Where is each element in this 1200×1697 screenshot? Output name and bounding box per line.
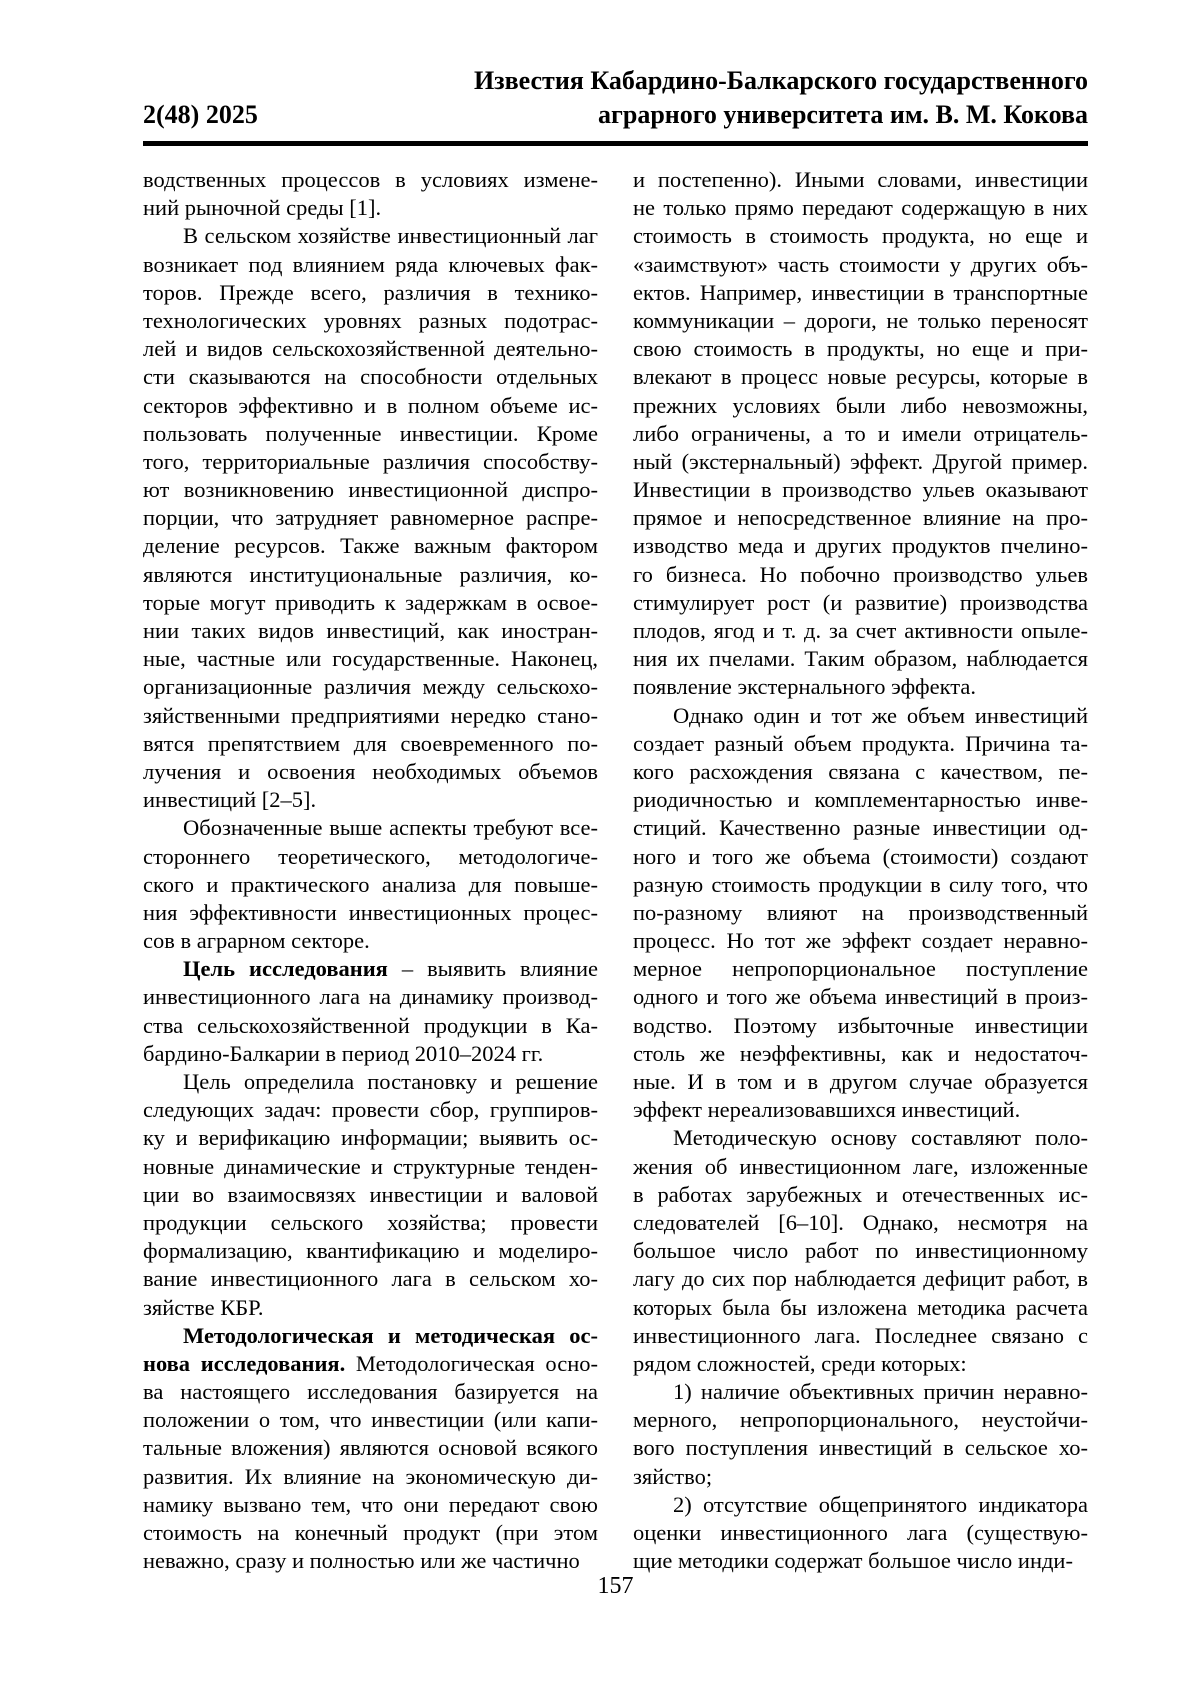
- text-line: изводство меда и других продуктов пчелино-: [633, 533, 1088, 559]
- text-line: «заимствуют» часть стоимости у других объ-: [633, 251, 1088, 277]
- text-line: ные, частные или государственные. Наконец,: [143, 646, 598, 672]
- text-line: стороннего теоретического, методологиче-: [143, 843, 598, 869]
- text-line: торые могут приводить к задержкам в освое-: [143, 589, 598, 615]
- text-line: вого поступления инвестиций в сельское хо-: [633, 1435, 1088, 1461]
- text-line: являются институциональные различия, ко-: [143, 561, 598, 587]
- text-line: новные динамические и структурные тенден-: [143, 1153, 598, 1179]
- text-line: В сельском хозяйстве инвестиционный лаг: [183, 223, 598, 249]
- text-line: рядом сложностей, среди которых:: [633, 1350, 967, 1376]
- text-line: вание инвестиционного лага в сельском хо-: [143, 1266, 598, 1292]
- paragraph: [143, 814, 598, 955]
- text-line: того, территориальные различия способству-: [143, 448, 598, 474]
- text-line: щие методики содержат большое число инди-: [633, 1548, 1073, 1574]
- paragraph: [143, 222, 598, 814]
- journal-title: [143, 64, 1088, 132]
- paragraph: [633, 1378, 1088, 1491]
- text-line: ства сельскохозяйственной продукции в Ка-: [143, 1012, 598, 1038]
- text-line: ния их пчелами. Таким образом, наблюдается: [633, 646, 1088, 672]
- text-line: ского и практического анализа для повыше-: [143, 871, 598, 897]
- text-line: стиций. Качественно разные инвестиции од-: [633, 815, 1088, 841]
- text-line: порции, что затрудняет равномерное распре-: [143, 505, 598, 531]
- text-line: зяйство;: [633, 1463, 713, 1489]
- text-line: создает разный объем продукта. Причина та-: [633, 730, 1088, 756]
- text-line: эффект нереализовавшихся инвестиций.: [633, 1097, 1021, 1123]
- text-line: Однако один и тот же объем инвестиций: [673, 702, 1088, 728]
- text-line: технологических уровнях разных подотрас-: [143, 307, 598, 333]
- text-line: ции во взаимосвязях инвестиции и валовой: [143, 1181, 598, 1207]
- text-line: либо ограничены, а то и имели отрицатель-: [633, 420, 1088, 446]
- text-line: коммуникации – дороги, не только переносят: [633, 307, 1088, 333]
- text-line: секторов эффективно и в полном объеме ис-: [143, 392, 598, 418]
- text-line: зяйстве КБР.: [143, 1294, 264, 1320]
- paragraph: [633, 1124, 1088, 1378]
- journal-title-line1: Известия Кабардино-Балкарского государственного: [473, 66, 1088, 95]
- text-line: одного и того же объема инвестиций в произ-: [633, 984, 1088, 1010]
- text-line: кого расхождения связана с качеством, пе-: [633, 758, 1088, 784]
- right-column: [633, 166, 1088, 1575]
- text-line: мерное непропорциональное поступление: [633, 956, 1088, 982]
- text-line: торов. Прежде всего, различия в технико-: [143, 279, 598, 305]
- text-line: ва настоящего исследования базируется на: [143, 1379, 598, 1405]
- text-line: ния эффективности инвестиционных процес-: [143, 899, 598, 925]
- page-number: 157: [597, 1573, 634, 1599]
- text-line: инвестиционного лага на динамику производ-: [143, 984, 598, 1010]
- text-line: 1) наличие объективных причин неравно-: [673, 1379, 1088, 1405]
- text-line: ные. И в том и в другом случае образуется: [633, 1069, 1088, 1094]
- text-line: вятся препятствием для своевременного по-: [143, 730, 598, 756]
- text-line: ют возникновению инвестиционной диспро-: [143, 477, 598, 503]
- text-line: столь же неэффективны, как и недостаточ-: [633, 1040, 1088, 1066]
- text-line: деление ресурсов. Также важным фактором: [143, 533, 598, 559]
- text-line: ектов. Например, инвестиции в транспортные: [633, 279, 1088, 305]
- text-line: разную стоимость продукции в силу того, что: [633, 871, 1088, 897]
- page-content: [143, 0, 1088, 1599]
- text-line: развития. Их влияние на экономическую ди-: [143, 1463, 598, 1489]
- text-line: Инвестиции в производство ульев оказывают: [633, 477, 1088, 503]
- text-line: ный (экстернальный) эффект. Другой пример.: [633, 448, 1088, 474]
- text-line: следующих задач: провести сбор, группиров-: [143, 1097, 598, 1123]
- text-line: ний рыночной среды [1].: [143, 195, 382, 221]
- text-line: Методическую основу составляют поло-: [673, 1125, 1088, 1151]
- text-line: положении о том, что инвестиции (или капи-: [143, 1407, 598, 1433]
- text-line: мерного, непропорционального, неустойчи-: [633, 1407, 1088, 1433]
- text-line: лей и видов сельскохозяйственной деятельно-: [143, 336, 598, 362]
- issue-number: 2(48) 2025: [143, 100, 258, 129]
- text-line: сов в аграрном секторе.: [143, 928, 370, 954]
- text-line: го бизнеса. Но побочно производство ульев: [633, 561, 1088, 587]
- text-line: оценки инвестиционного лага (существую-: [633, 1520, 1088, 1545]
- text-line: 2) отсутствие общепринятого индикатора: [673, 1491, 1088, 1517]
- text-line: инвестиционного лага. Последнее связано с: [633, 1322, 1088, 1348]
- text-line: зяйственными предприятиями нередко стано-: [143, 702, 598, 728]
- text-line: нова исследования. Методологическая осно-: [143, 1350, 598, 1376]
- text-line: плодов, ягод и т. д. за счет активности опыле-: [633, 618, 1088, 643]
- text-line: Цель исследования – выявить влияние: [183, 956, 598, 982]
- text-line: по-разному влияют на производственный: [633, 899, 1088, 925]
- text-line: водство. Поэтому избыточные инвестиции: [633, 1012, 1088, 1038]
- text-line: водственных процессов в условиях измене-: [143, 167, 598, 192]
- text-line: Обозначенные выше аспекты требуют все-: [183, 815, 598, 841]
- text-line: стоимость на конечный продукт (при этом: [143, 1520, 598, 1545]
- text-line: инвестиций [2–5].: [143, 787, 317, 813]
- journal-title-line2: аграрного университета им. В. М. Кокова: [598, 100, 1088, 129]
- text-line: большое число работ по инвестиционному: [633, 1238, 1088, 1264]
- paragraph: [143, 1322, 598, 1576]
- text-line: свою стоимость в продукты, но еще и при-: [633, 336, 1088, 362]
- text-line: риодичностью и комплементарностью инве-: [633, 787, 1088, 813]
- text-line: организационные различия между сельскохо-: [143, 674, 598, 700]
- text-line: которых была бы изложена методика расчета: [633, 1294, 1088, 1320]
- paragraph: [143, 955, 598, 1068]
- text-line: появление экстернального эффекта.: [633, 674, 976, 700]
- paragraph: [633, 166, 1088, 702]
- text-line: не только прямо передают содержащую в них: [633, 195, 1088, 221]
- text-line: сти сказываются на способности отдельных: [143, 364, 598, 390]
- text-line: возникает под влиянием ряда ключевых фак-: [143, 251, 598, 277]
- paragraph: [143, 1068, 598, 1322]
- left-column: [143, 166, 598, 1575]
- text-line: стоимость в стоимость продукта, но еще и: [633, 223, 1088, 249]
- text-line: тальные вложения) являются основой всякого: [143, 1435, 598, 1461]
- text-line: лагу до сих пор наблюдается дефицит работ, в: [633, 1266, 1088, 1292]
- paragraph: [633, 1491, 1088, 1576]
- text-line: стимулирует рост (и развитие) производства: [633, 589, 1088, 615]
- text-line: в работах зарубежных и отечественных ис-: [633, 1181, 1088, 1207]
- text-line: пользовать полученные инвестиции. Кроме: [143, 420, 598, 446]
- text-line: следователей [6–10]. Однако, несмотря на: [633, 1209, 1088, 1235]
- text-line: Методологическая и методическая ос-: [183, 1322, 598, 1348]
- text-line: нии таких видов инвестиций, как иностран-: [143, 618, 598, 643]
- text-line: неважно, сразу и полностью или же частично: [143, 1548, 580, 1574]
- text-line: процесс. Но тот же эффект создает неравно-: [633, 928, 1088, 954]
- text-line: продукции сельского хозяйства; провести: [143, 1209, 598, 1235]
- paragraph: [143, 166, 598, 222]
- text-line: ного и того же объема (стоимости) создают: [633, 843, 1088, 869]
- text-line: бардино-Балкарии в период 2010–2024 гг.: [143, 1040, 544, 1066]
- text-line: прежних условиях были либо невозможны,: [633, 392, 1088, 418]
- text-line: формализацию, квантификацию и моделиро-: [143, 1238, 598, 1264]
- text-line: Цель определила постановку и решение: [183, 1069, 598, 1094]
- text-line: жения об инвестиционном лаге, изложенные: [633, 1153, 1088, 1179]
- header-rule: [143, 141, 1088, 146]
- paragraph: [633, 702, 1088, 1125]
- text-line: намику вызвано тем, что они передают свою: [143, 1491, 598, 1517]
- text-columns: [143, 166, 1088, 1575]
- text-line: лучения и освоения необходимых объемов: [143, 758, 598, 784]
- text-line: и постепенно). Иными словами, инвестиции: [633, 167, 1088, 192]
- text-line: ку и верификацию информации; выявить ос-: [143, 1125, 598, 1151]
- text-line: влекают в процесс новые ресурсы, которые в: [633, 364, 1088, 390]
- text-line: прямое и непосредственное влияние на про-: [633, 505, 1088, 531]
